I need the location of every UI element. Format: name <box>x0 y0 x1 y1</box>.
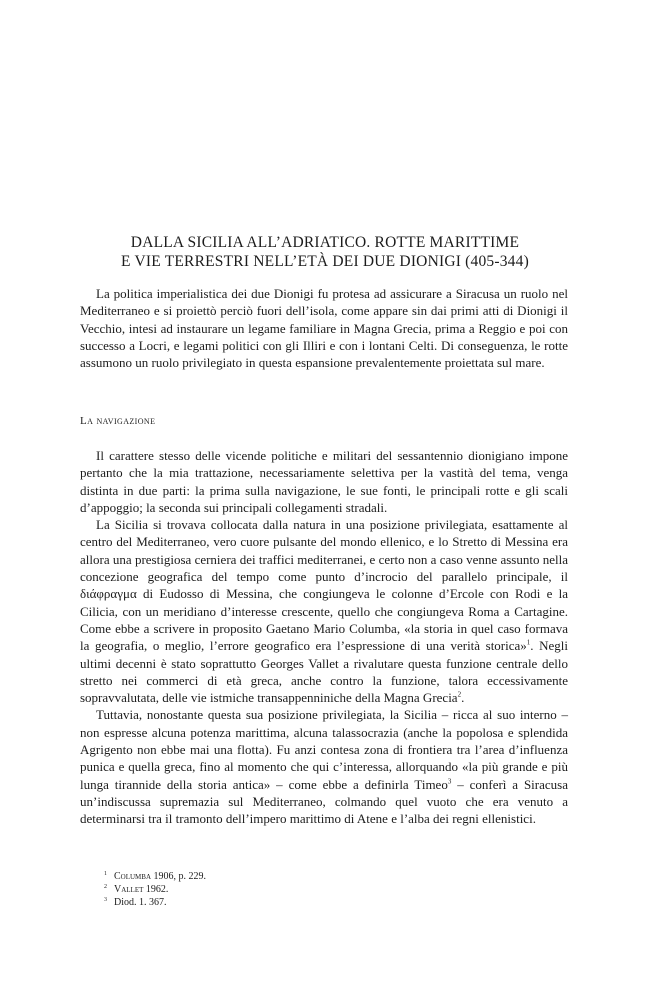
paragraph-1-text: Il carattere stesso delle vicende politiche e militari del sessantennio dionigiano impone pertanto che la mia trattazione, necessariamente selettiva per la vastità del tema, venga distinta in due parti: la prima sulla navigazione, le sue fonti, le principali rotte e gli scali d’appoggio; la seconda sui principali collegamenti stradali. <box>80 448 568 515</box>
footnote: 2 Vallet 1962. <box>104 883 169 895</box>
paragraph-2-text-c: . <box>461 690 465 706</box>
main-section <box>80 447 568 828</box>
footnote-text: 1962. <box>143 884 169 895</box>
footnote-ref-3[interactable]: 3 <box>447 777 452 786</box>
footnote: 3 Diod. 1. 367. <box>104 896 167 908</box>
footnotes-list <box>104 870 404 909</box>
section-heading: La navigazione <box>80 415 156 427</box>
paragraph-3-text-a: Tuttavia, nonostante questa sua posizione privilegiata, la Sicilia – ricca al suo interno – non espresse alcuna potenza marittima, alcuna talassocrazia (anche la popolosa e splendida Agrigento non ebbe mai una flotta). Fu anzi contesa zona di frontiera tra l’area d’influenza punica e quella greca, fino al momento che qui c’interessa, allorquando «la più grande e più lunga tirannide della storia antica» – come ebbe a definirla Timeo <box>80 707 568 792</box>
paragraph-3-text-b: – conferì a Siracusa un’indiscussa supremazia sul Mediterraneo, colmando quel vuoto che era venuto a determinarsi tra il tramonto dell’impero marittimo di Atene e l’alba dei regni ellenistici. <box>80 776 568 827</box>
footnote-text: 1906, p. 229. <box>151 871 207 882</box>
paragraph-3 <box>80 706 568 827</box>
footnote: 1 Columba 1906, p. 229. <box>104 870 207 882</box>
title-line-2: E VIE TERRESTRI NELL’ETÀ DEI DUE DIONIGI (405-344) <box>121 253 529 270</box>
intro-paragraph: La politica imperialistica dei due Dionigi fu protesa ad assicurare a Siracusa un ruolo nel Mediterraneo e si proiettò perciò fuori dell’isola, come appare sin dai primi atti di Dionigi il Vecchio, intesi ad instaurare un legame familiare in Magna Grecia, prima a Reggio e poi con successo a Locri, e legami politici con gli Illiri e con i lontani Celti. Di conseguenza, le rotte assumono un ruolo privilegiato in questa espansione prevalentemente proiettata sul mare. <box>80 286 568 371</box>
footnote-ref-1[interactable]: 1 <box>526 638 531 647</box>
paragraph-2 <box>80 516 568 706</box>
title-line-1: DALLA SICILIA ALL’ADRIATICO. ROTTE MARITTIME <box>130 234 520 251</box>
paragraph-2-text-a: La Sicilia si trovava collocata dalla natura in una posizione privilegiata, esattamente al centro del Mediterraneo, vero cuore pulsante del mondo ellenico, e lo Stretto di Messina era allora una prestigiosa cerniera dei traffici mediterranei, e certo non a caso venne assunto nella concezione geografica del tempo come punto d’incrocio del parallelo principale, il διάφραγμα di Eudosso di Messina, che congiungeva le colonne d’Ercole con Rodi e la Cilicia, con un meridiano d’interesse crescente, quello che congiungeva Roma a Cartagine. Come ebbe a scrivere in proposito Gaetano Mario Columba, «la storia in quel caso formava la geografia, o meglio, l’errore geografico era l’espressione di una verità storica» <box>80 517 568 654</box>
intro-section <box>80 285 568 371</box>
footnote-author: Vallet <box>114 884 144 895</box>
footnote-ref-2[interactable]: 2 <box>457 690 462 699</box>
paragraph-2-text-b: . Negli ultimi decenni è stato soprattutto Georges Vallet a rivalutare questa funzione centrale dello stretto nei commerci di età greca, anche contro la funzione, talora eccessivamente sopravvalutata, delle vie istmiche transappenniniche della Magna Grecia <box>80 638 569 706</box>
paragraph-1 <box>80 447 568 516</box>
footnote-text: Diod. 1. 367. <box>114 897 167 908</box>
article-title <box>60 233 590 271</box>
footnote-author: Columba <box>114 871 152 882</box>
